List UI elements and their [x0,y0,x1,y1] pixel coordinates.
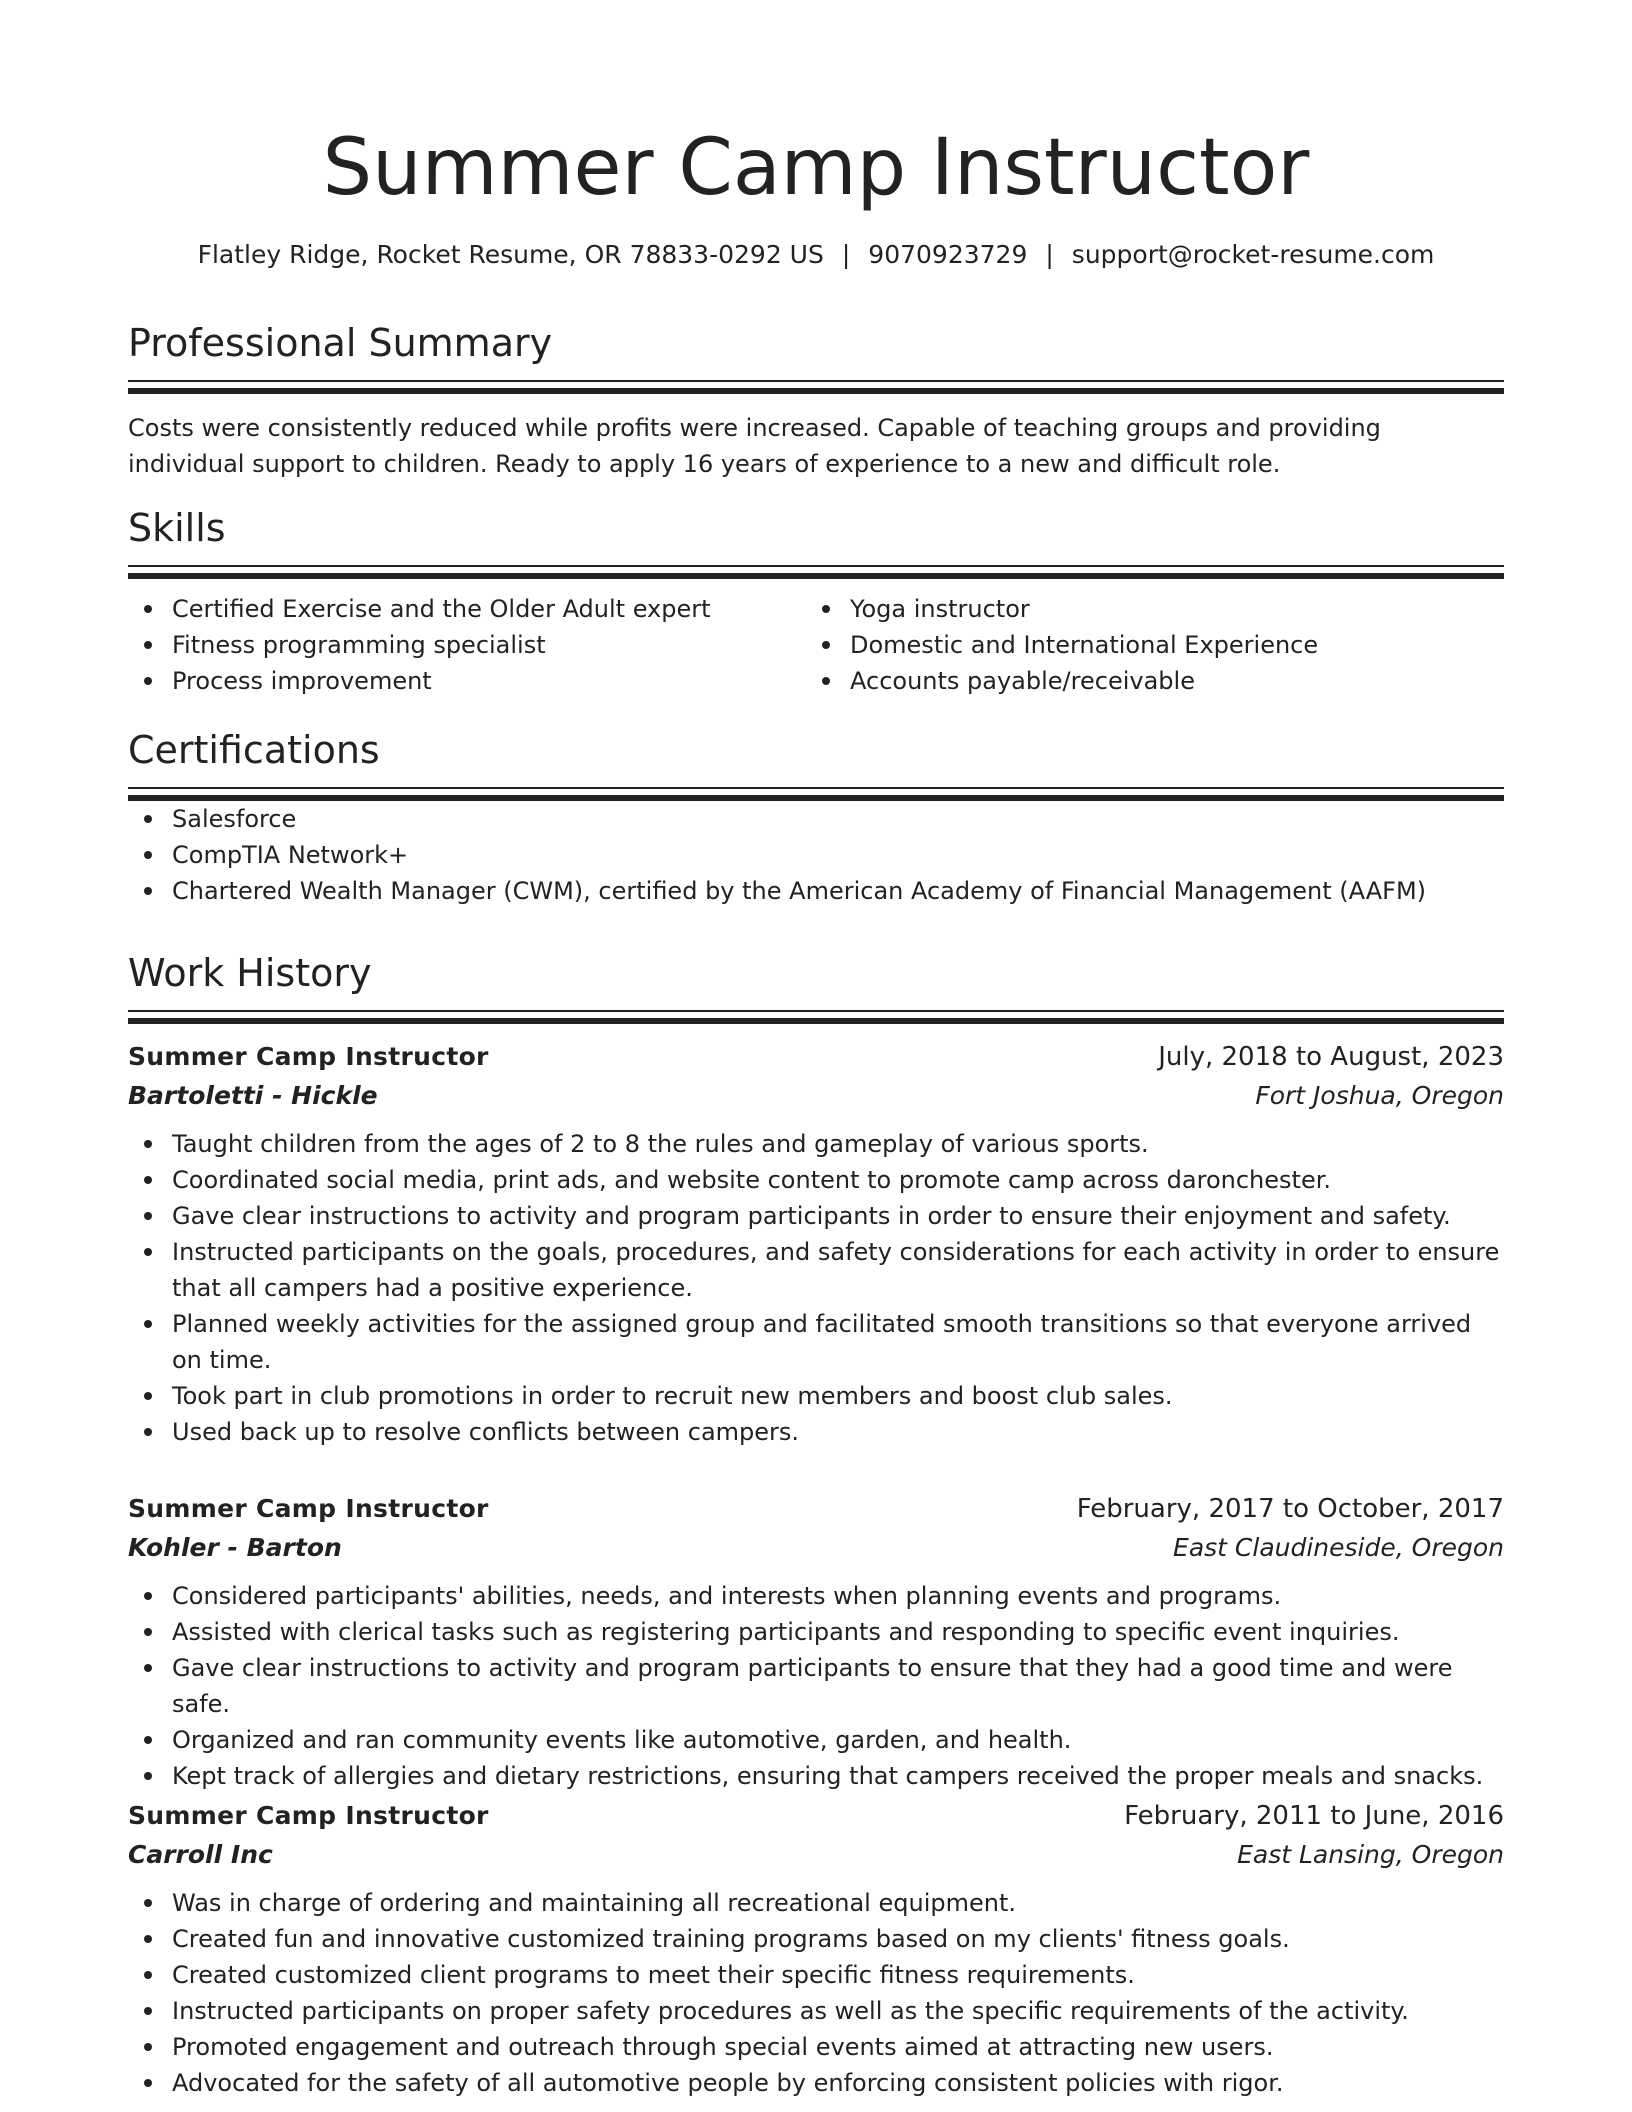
contact-phone: 9070923729 [868,240,1028,269]
job-entry [128,1038,1504,1450]
skill-item: Process improvement [128,663,806,699]
skill-item: Accounts payable/receivable [806,663,1484,699]
job-title: Summer Camp Instructor [128,1042,489,1071]
job-bullet: Taught children from the ages of 2 to 8 the rules and gameplay of various sports. [128,1126,1504,1162]
job-location: Fort Joshua, Oregon [1255,1081,1504,1110]
job-bullet: Took part in club promotions in order to recruit new members and boost club sales. [128,1378,1504,1414]
certification-item: Chartered Wealth Manager (CWM), certified by the American Academy of Financial Management (AAFM) [128,873,1504,909]
skills-grid [128,591,1504,699]
contact-line [0,238,1632,272]
job-title: Summer Camp Instructor [128,1494,489,1523]
skill-item: Certified Exercise and the Older Adult expert [128,591,806,627]
job-bullet: Used back up to resolve conflicts between campers. [128,1414,1504,1450]
contact-address: Flatley Ridge, Rocket Resume, OR 78833-0292 US [197,240,824,269]
job-bullet: Created fun and innovative customized training programs based on my clients' fitness goals. [128,1921,1504,1957]
job-bullets [128,1126,1504,1450]
section-divider [128,1010,1504,1012]
work-history-section [128,948,1504,1024]
job-company: Kohler - Barton [128,1533,342,1562]
summary-text: Costs were consistently reduced while profits were increased. Capable of teaching groups and providing individual support to children. Ready to apply 16 years of experience to a new and difficult role. [128,414,1381,478]
section-divider [128,388,1504,394]
job-bullet: Instructed participants on the goals, procedures, and safety considerations for each activity in order to ensure that all campers had a positive experience. [128,1234,1504,1306]
resume-name: Summer Camp Instructor [322,123,1310,213]
job-company: Bartoletti - Hickle [128,1081,378,1110]
certification-item: CompTIA Network+ [128,837,1504,873]
job-bullet: Organized and ran community events like automotive, garden, and health. [128,1722,1504,1758]
skill-item: Domestic and International Experience [806,627,1484,663]
job-entry [128,1490,1504,1794]
job-title: Summer Camp Instructor [128,1801,489,1830]
section-divider [128,787,1504,789]
skills-list-left [128,591,806,699]
job-location: East Lansing, Oregon [1237,1840,1504,1869]
job-bullet: Planned weekly activities for the assigned group and facilitated smooth transitions so that everyone arrived on time. [128,1306,1504,1378]
skills-list-right [806,591,1484,699]
job-dates: February, 2011 to June, 2016 [1124,1801,1504,1831]
summary-section [128,318,1504,482]
contact-separator: | [841,240,851,269]
skill-item: Fitness programming specialist [128,627,806,663]
job-company: Carroll Inc [128,1840,273,1869]
job-bullet: Created customized client programs to meet their specific fitness requirements. [128,1957,1504,1993]
skills-section [128,503,1504,699]
job-bullet: Gave clear instructions to activity and program participants in order to ensure their enjoyment and safety. [128,1198,1504,1234]
job-bullet: Instructed participants on proper safety procedures as well as the specific requirements of the activity. [128,1993,1504,2029]
job-bullets [128,1578,1504,1794]
section-divider [128,1018,1504,1024]
certifications-list [128,801,1504,909]
certifications-section [128,725,1504,909]
job-bullet: Kept track of allergies and dietary restrictions, ensuring that campers received the proper meals and snacks. [128,1758,1504,1794]
section-divider [128,573,1504,579]
job-bullet: Considered participants' abilities, needs, and interests when planning events and programs. [128,1578,1504,1614]
job-dates: July, 2018 to August, 2023 [1158,1042,1504,1072]
certification-item: Salesforce [128,801,1504,837]
job-bullet: Assisted with clerical tasks such as registering participants and responding to specific event inquiries. [128,1614,1504,1650]
job-entry [128,1797,1504,2101]
job-bullet: Was in charge of ordering and maintaining all recreational equipment. [128,1885,1504,1921]
contact-email: support@rocket-resume.com [1071,240,1435,269]
section-divider [128,380,1504,382]
job-bullet: Promoted engagement and outreach through special events aimed at attracting new users. [128,2029,1504,2065]
contact-separator: | [1045,240,1054,269]
skill-item: Yoga instructor [806,591,1484,627]
job-bullets [128,1885,1504,2101]
section-title-certifications: Certifications [128,728,380,772]
job-bullet: Coordinated social media, print ads, and website content to promote camp across daronchester. [128,1162,1504,1198]
section-title-summary: Professional Summary [128,321,553,365]
section-title-work-history: Work History [128,951,372,995]
job-location: East Claudineside, Oregon [1173,1533,1504,1562]
job-dates: February, 2017 to October, 2017 [1076,1494,1504,1524]
job-bullet: Advocated for the safety of all automotive people by enforcing consistent policies with rigor. [128,2065,1504,2101]
job-bullet: Gave clear instructions to activity and program participants to ensure that they had a good time and were safe. [128,1650,1504,1722]
section-divider [128,565,1504,567]
section-title-skills: Skills [128,506,226,550]
